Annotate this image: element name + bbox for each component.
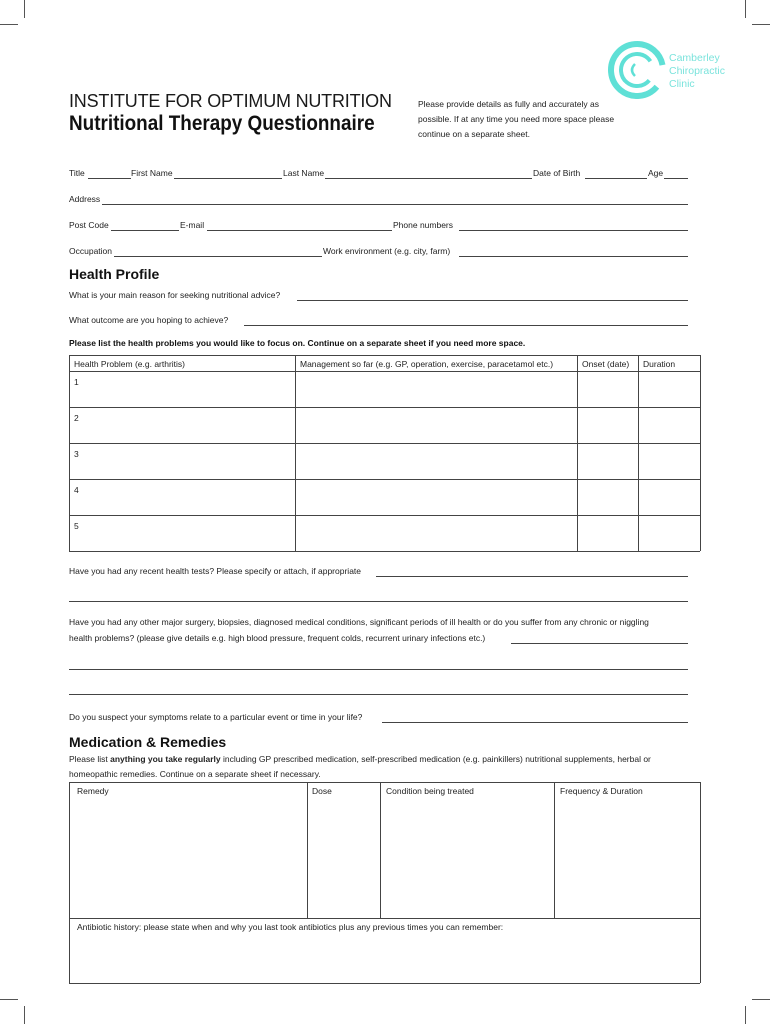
- postcode-label: Post Code: [69, 220, 109, 230]
- address-field[interactable]: [102, 204, 688, 205]
- table-header: Dose: [312, 786, 332, 796]
- postcode-field[interactable]: [111, 230, 179, 231]
- age-field[interactable]: [664, 178, 688, 179]
- medication-heading: Medication & Remedies: [69, 734, 227, 750]
- logo-line: Clinic: [669, 78, 695, 90]
- page-title: Nutritional Therapy Questionnaire: [69, 112, 375, 135]
- outcome-field[interactable]: [244, 325, 688, 326]
- crop-mark: [0, 999, 18, 1000]
- occupation-field[interactable]: [114, 256, 322, 257]
- event-question: Do you suspect your symptoms relate to a particular event or time in your life?: [69, 712, 363, 722]
- intro-bold: anything you take regularly: [110, 754, 221, 764]
- first-name-label: First Name: [131, 168, 173, 178]
- clinic-logo-text: [669, 52, 725, 91]
- email-label: E-mail: [180, 220, 205, 230]
- crop-mark: [745, 0, 746, 18]
- table-header: Condition being treated: [386, 786, 474, 796]
- crop-mark: [0, 24, 18, 25]
- reason-field[interactable]: [297, 300, 688, 301]
- table-header: Health Problem (e.g. arthritis): [74, 359, 186, 369]
- event-field[interactable]: [382, 722, 688, 723]
- phone-label: Phone numbers: [393, 220, 454, 230]
- medication-intro: [69, 752, 699, 767]
- age-label: Age: [648, 168, 664, 178]
- table-header: Onset (date): [582, 359, 630, 369]
- institute-name: INSTITUTE FOR OPTIMUM NUTRITION: [69, 91, 392, 111]
- crop-mark: [24, 0, 25, 18]
- intro-text: Please list: [69, 754, 111, 764]
- instructions-note: Please provide details as fully and accurately as possible. If at any time you need more space please continue on a separate sheet.: [418, 99, 615, 139]
- crop-mark: [24, 1006, 25, 1024]
- tests-field[interactable]: [376, 576, 688, 577]
- intro-text: including GP prescribed medication, self-prescribed medication (e.g. painkillers) nutritional supplements, herbal or: [220, 754, 651, 764]
- title-field[interactable]: [88, 178, 131, 179]
- crop-mark: [752, 999, 770, 1000]
- last-name-label: Last Name: [283, 168, 325, 178]
- health-profile-heading: Health Profile: [69, 266, 160, 282]
- surgery-question-line2: health problems? (please give details e.g. high blood pressure, frequent colds, recurrent urinary infections etc.): [69, 633, 486, 643]
- table-row-number: 2: [74, 413, 79, 423]
- work-env-label: Work environment (e.g. city, farm): [323, 246, 451, 256]
- occupation-label: Occupation: [69, 246, 112, 256]
- last-name-field[interactable]: [325, 178, 532, 179]
- surgery-field-extra[interactable]: [69, 694, 688, 695]
- logo-line: Camberley: [669, 52, 720, 64]
- title-label: Title: [69, 168, 85, 178]
- surgery-field-extra[interactable]: [69, 669, 688, 670]
- table-header: Management so far (e.g. GP, operation, exercise, paracetamol etc.): [300, 359, 554, 369]
- surgery-field[interactable]: [511, 643, 688, 644]
- tests-question: Have you had any recent health tests? Please specify or attach, if appropriate: [69, 566, 362, 576]
- table-row-number: 1: [74, 377, 79, 387]
- work-env-field[interactable]: [459, 256, 688, 257]
- crop-mark: [752, 24, 770, 25]
- list-instruction: Please list the health problems you would like to focus on. Continue on a separate sheet if you need more space.: [69, 338, 526, 348]
- table-row-number: 3: [74, 449, 79, 459]
- dob-label: Date of Birth: [533, 168, 581, 178]
- logo-line: Chiropractic: [669, 65, 726, 77]
- first-name-field[interactable]: [174, 178, 282, 179]
- outcome-question: What outcome are you hoping to achieve?: [69, 315, 229, 325]
- antibiotic-history-label: Antibiotic history: please state when and why you last took antibiotics plus any previous times you can remember:: [77, 922, 504, 932]
- table-row-number: 4: [74, 485, 79, 495]
- tests-field-extra[interactable]: [69, 601, 688, 602]
- surgery-question-line1: Have you had any other major surgery, biopsies, diagnosed medical conditions, significant periods of ill health or do you suffer from any chronic or niggling: [69, 617, 649, 627]
- phone-field[interactable]: [459, 230, 688, 231]
- dob-field[interactable]: [585, 178, 647, 179]
- reason-question: What is your main reason for seeking nutritional advice?: [69, 290, 281, 300]
- crop-mark: [745, 1006, 746, 1024]
- table-header: Frequency & Duration: [560, 786, 643, 796]
- table-header: Duration: [643, 359, 676, 369]
- table-header: Remedy: [77, 786, 109, 796]
- clinic-logo-icon: [605, 38, 669, 102]
- medication-intro-line2: homeopathic remedies. Continue on a separate sheet if necessary.: [69, 769, 321, 779]
- email-field[interactable]: [207, 230, 392, 231]
- table-row-number: 5: [74, 521, 79, 531]
- address-label: Address: [69, 194, 101, 204]
